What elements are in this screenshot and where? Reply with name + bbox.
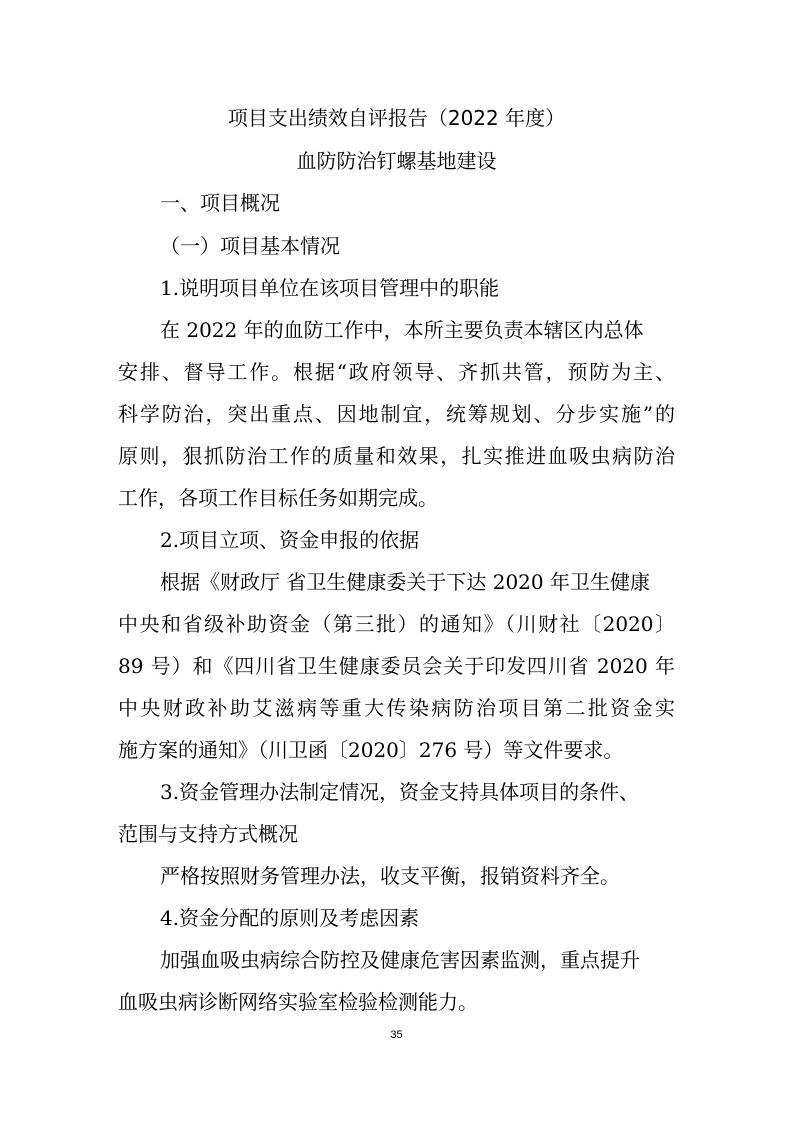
item-2-paragraph-line: 89 号）和《四川省卫生健康委员会关于印发四川省 2020 年 (118, 654, 675, 678)
item-1-paragraph-line: 在 2022 年的血防工作中，本所主要负责本辖区内总体 (160, 318, 644, 342)
item-1-paragraph-line: 原则，狠抓防治工作的质量和效果，扎实推进血吸虫病防治 (118, 444, 675, 468)
project-name-subtitle: 血防防治钉螺基地建设 (296, 149, 497, 173)
section-heading-project-overview: 一、项目概况 (160, 191, 280, 215)
page-number: 35 (390, 1029, 403, 1041)
report-title: 项目支出绩效自评报告（2022 年度） (227, 106, 566, 130)
item-3-heading: 3.资金管理办法制定情况，资金支持具体项目的条件、 (160, 780, 640, 804)
item-3-paragraph-line: 严格按照财务管理办法，收支平衡，报销资料齐全。 (160, 864, 620, 888)
item-1-paragraph-line: 安排、督导工作。根据“政府领导、齐抓共管，预防为主、 (118, 360, 675, 384)
item-2-paragraph-line: 中央财政补助艾滋病等重大传染病防治项目第二批资金实 (118, 696, 675, 720)
item-1-paragraph-line: 工作，各项工作目标任务如期完成。 (118, 486, 438, 510)
item-2-paragraph-line: 根据《财政厅 省卫生健康委关于下达 2020 年卫生健康 (160, 570, 650, 594)
item-2-paragraph-line: 中央和省级补助资金（第三批）的通知》（川财社〔2020〕 (118, 612, 675, 636)
item-2-paragraph-line: 施方案的通知》（川卫函〔2020〕276 号）等文件要求。 (118, 738, 624, 762)
item-1-paragraph-line: 科学防治，突出重点、因地制宜，统筹规划、分步实施”的 (118, 402, 675, 426)
item-4-paragraph-line: 加强血吸虫病综合防控及健康危害因素监测，重点提升 (160, 948, 640, 972)
item-2-heading: 2.项目立项、资金申报的依据 (160, 528, 420, 552)
item-4-heading: 4.资金分配的原则及考虑因素 (160, 906, 420, 930)
item-3-heading: 范围与支持方式概况 (118, 822, 298, 846)
item-1-heading: 1.说明项目单位在该项目管理中的职能 (160, 276, 500, 300)
subsection-heading-basic-info: （一）项目基本情况 (160, 234, 340, 258)
item-4-paragraph-line: 血吸虫病诊断网络实验室检验检测能力。 (118, 990, 478, 1014)
